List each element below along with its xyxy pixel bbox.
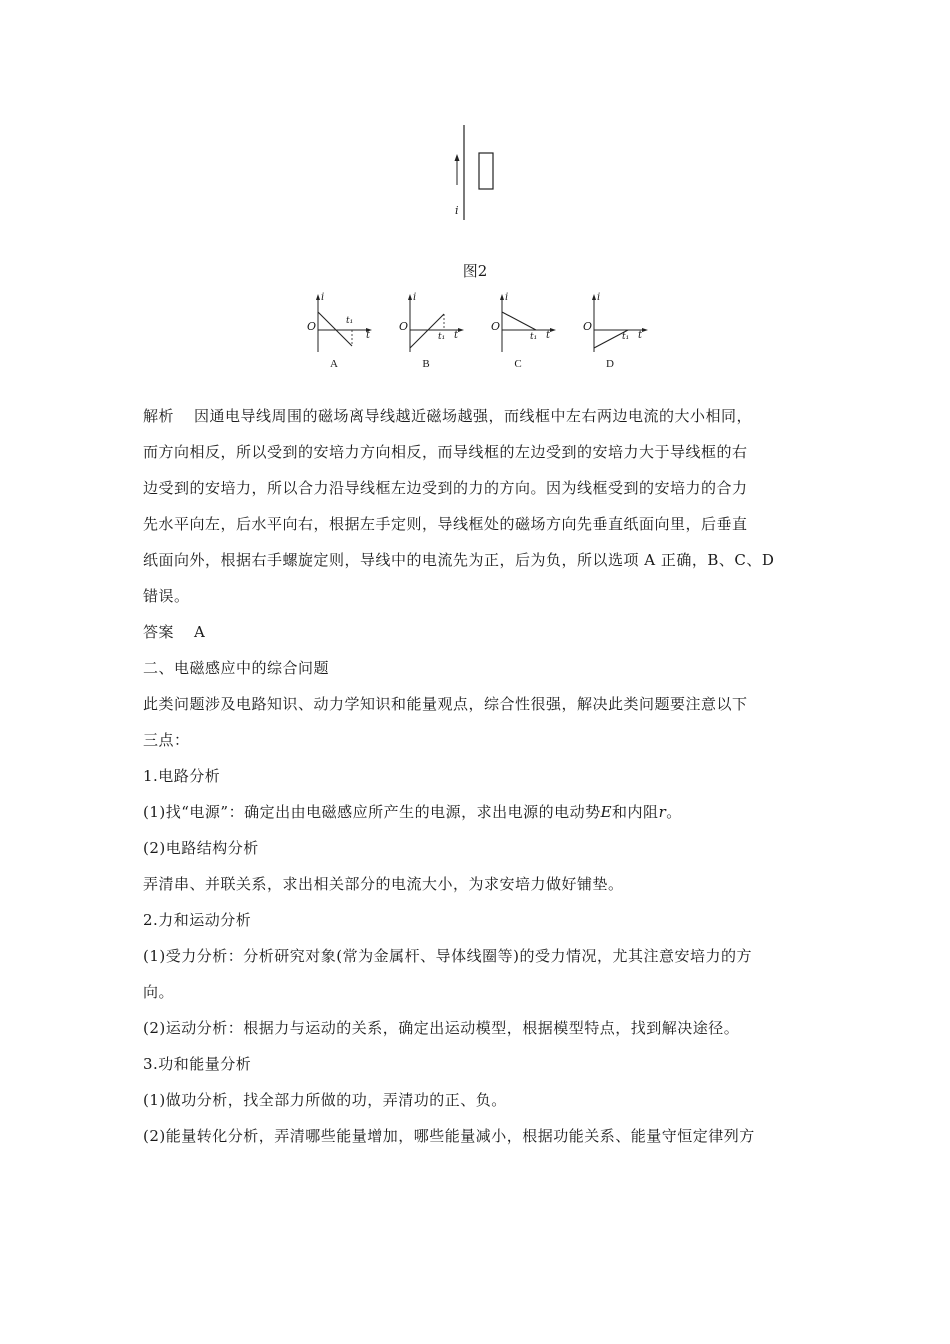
current-arrow-head — [455, 154, 460, 161]
intro-line: 三点： — [143, 731, 190, 749]
answer-line — [143, 614, 807, 650]
item-line: 向。 — [143, 983, 175, 1001]
analysis-line: 错误。 — [143, 587, 190, 605]
graph-b-label: B — [422, 358, 430, 370]
graph-a-label: A — [330, 358, 338, 370]
item-heading: 3.功和能量分析 — [143, 1055, 252, 1073]
analysis-line: 纸面向外，根据右手螺旋定则，导线中的电流先为正，后为负，所以选项 A 正确，B、C、D — [143, 551, 775, 569]
item-heading: 2.力和运动分析 — [143, 911, 252, 929]
option-graphs — [300, 292, 660, 376]
graph-d-label: D — [606, 358, 614, 370]
item-line: (1)找“电源”：确定出由电磁感应所产生的电源，求出电源的电动势E和内阻r。 — [143, 803, 682, 821]
graph-c-label: C — [514, 358, 522, 370]
wire-loop-frame — [479, 153, 493, 189]
item-line: (2)电路结构分析 — [143, 839, 259, 857]
analysis-line: 边受到的安培力，所以合力沿导线框左边受到的力的方向。因为线框受到的安培力的合力 — [143, 479, 748, 497]
document-body — [143, 398, 807, 1154]
graph-b-line — [410, 314, 444, 348]
answer-value: A — [194, 623, 206, 641]
item-line: (2)能量转化分析，弄清哪些能量增加，哪些能量减小，根据功能关系、能量守恒定律列方 — [143, 1127, 755, 1145]
analysis-line: 解析 因通电导线周围的磁场离导线越近磁场越强，而线框中左右两边电流的大小相同， — [143, 407, 753, 425]
item-line: (1)受力分析：分析研究对象(常为金属杆、导体线圈等)的受力情况，尤其注意安培力的方 — [143, 947, 752, 965]
item-line: 弄清串、并联关系，求出相关部分的电流大小，为求安培力做好铺垫。 — [143, 875, 624, 893]
graph-c: i O t₁ t C — [488, 292, 558, 376]
intro-line: 此类问题涉及电路知识、动力学知识和能量观点，综合性很强，解决此类问题要注意以下 — [143, 695, 748, 713]
analysis-label: 解析 — [143, 407, 175, 425]
graph-d: i O t₁ t D — [580, 292, 650, 376]
section-title: 二、电磁感应中的综合问题 — [143, 659, 330, 677]
figure-caption: 图2 — [462, 262, 488, 280]
answer-label: 答案 — [143, 623, 175, 641]
analysis-line: 而方向相反，所以受到的安培力方向相反，而导线框的左边受到的安培力大于导线框的右 — [143, 443, 748, 461]
wire-current-label: i — [455, 204, 459, 217]
item-heading: 1.电路分析 — [143, 767, 221, 785]
graph-a: i O t₁ t A — [304, 292, 374, 376]
figure-2-diagram — [440, 120, 510, 230]
graph-b: i O t₁ t B — [396, 292, 466, 376]
graph-c-line — [502, 312, 536, 330]
item-line: (2)运动分析：根据力与运动的关系，确定出运动模型，根据模型特点，找到解决途径。 — [143, 1019, 740, 1037]
item-line: (1)做功分析，找全部力所做的功，弄清功的正、负。 — [143, 1091, 507, 1109]
analysis-line: 先水平向左，后水平向右，根据左手定则，导线框处的磁场方向先垂直纸面向里，后垂直 — [143, 515, 748, 533]
